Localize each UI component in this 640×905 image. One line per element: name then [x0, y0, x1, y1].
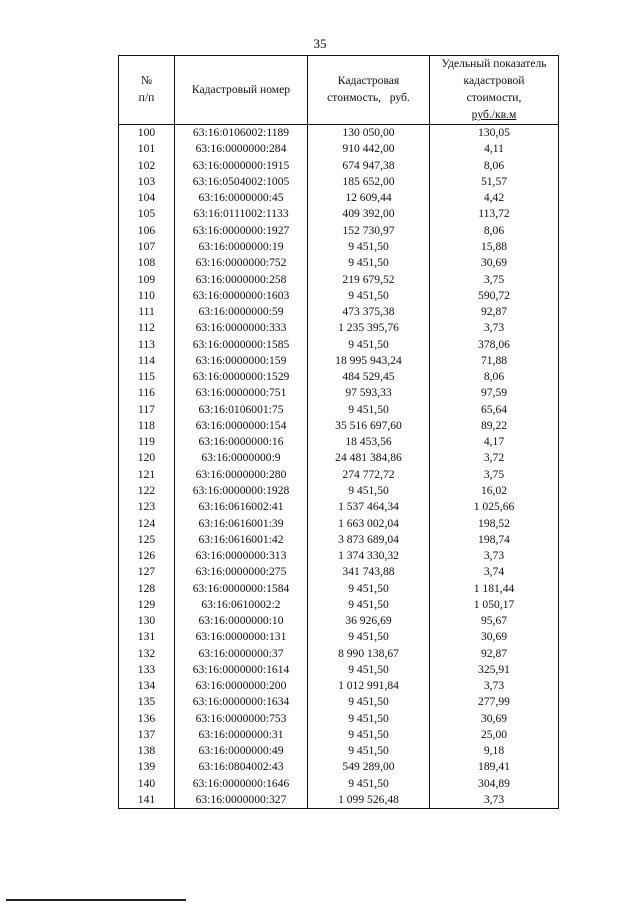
cadastral-number-cell: 63:16:0616002:41 — [175, 499, 308, 515]
row-number-cell: 135 — [119, 694, 175, 710]
table-row — [119, 515, 559, 531]
table-row — [119, 450, 559, 466]
table-row — [119, 255, 559, 271]
row-number-cell: 140 — [119, 776, 175, 792]
cadastral-value-cell: 473 375,38 — [308, 304, 430, 320]
table-row — [119, 467, 559, 483]
cadastral-number-cell: 63:16:0106001:75 — [175, 402, 308, 418]
row-number-cell: 129 — [119, 597, 175, 613]
cadastral-number-cell: 63:16:0000000:1603 — [175, 288, 308, 304]
specific-value-cell: 189,41 — [430, 759, 559, 775]
header-specific-value — [430, 56, 559, 125]
row-number-cell: 112 — [119, 320, 175, 336]
specific-value-cell: 130,05 — [430, 125, 559, 142]
specific-value-cell: 4,17 — [430, 434, 559, 450]
row-number-cell: 114 — [119, 353, 175, 369]
row-number-cell: 100 — [119, 125, 175, 142]
row-number-cell: 132 — [119, 646, 175, 662]
header-specific-line2: кадастровой — [463, 74, 525, 88]
cadastral-value-cell: 1 663 002,04 — [308, 515, 430, 531]
specific-value-cell: 4,42 — [430, 190, 559, 206]
cadastral-number-cell: 63:16:0000000:284 — [175, 141, 308, 157]
specific-value-cell: 89,22 — [430, 418, 559, 434]
cadastral-value-cell: 18 453,56 — [308, 434, 430, 450]
specific-value-cell: 1 025,66 — [430, 499, 559, 515]
cadastral-number-cell: 63:16:0000000:1529 — [175, 369, 308, 385]
cadastral-number-cell: 63:16:0000000:275 — [175, 564, 308, 580]
header-specific-line1: Удельный показатель — [441, 57, 547, 71]
cadastral-number-cell: 63:16:0000000:154 — [175, 418, 308, 434]
cadastral-value-cell: 9 451,50 — [308, 336, 430, 352]
row-number-cell: 141 — [119, 792, 175, 809]
table-row — [119, 141, 559, 157]
row-number-cell: 127 — [119, 564, 175, 580]
specific-value-cell: 4,11 — [430, 141, 559, 157]
footer-rule — [6, 899, 186, 901]
table-row — [119, 385, 559, 401]
specific-value-cell: 30,69 — [430, 255, 559, 271]
row-number-cell: 107 — [119, 239, 175, 255]
cadastral-value-cell: 97 593,33 — [308, 385, 430, 401]
cadastral-value-cell: 12 609,44 — [308, 190, 430, 206]
cadastral-number-cell: 63:16:0111002:1133 — [175, 206, 308, 222]
header-row-number — [119, 56, 175, 125]
specific-value-cell: 198,52 — [430, 515, 559, 531]
cadastral-value-cell: 1 099 526,48 — [308, 792, 430, 809]
row-number-cell: 123 — [119, 499, 175, 515]
specific-value-cell: 16,02 — [430, 483, 559, 499]
row-number-cell: 110 — [119, 288, 175, 304]
cadastral-value-cell: 1 374 330,32 — [308, 548, 430, 564]
table-row — [119, 597, 559, 613]
row-number-cell: 106 — [119, 223, 175, 239]
table-row — [119, 418, 559, 434]
cadastral-value-cell: 274 772,72 — [308, 467, 430, 483]
cadastral-number-cell: 63:16:0000000:45 — [175, 190, 308, 206]
specific-value-cell: 113,72 — [430, 206, 559, 222]
cadastral-number-cell: 63:16:0000000:49 — [175, 743, 308, 759]
specific-value-cell: 92,87 — [430, 304, 559, 320]
cadastral-value-cell: 9 451,50 — [308, 629, 430, 645]
table-row — [119, 158, 559, 174]
specific-value-cell: 30,69 — [430, 711, 559, 727]
cadastral-number-cell: 63:16:0000000:280 — [175, 467, 308, 483]
specific-value-cell: 3,75 — [430, 467, 559, 483]
cadastral-number-cell: 63:16:0000000:333 — [175, 320, 308, 336]
cadastral-value-cell: 8 990 138,67 — [308, 646, 430, 662]
cadastral-number-cell: 63:16:0000000:9 — [175, 450, 308, 466]
row-number-cell: 113 — [119, 336, 175, 352]
cadastral-number-cell: 63:16:0504002:1005 — [175, 174, 308, 190]
header-value-line1: Кадастровая — [337, 74, 400, 88]
row-number-cell: 105 — [119, 206, 175, 222]
specific-value-cell: 3,72 — [430, 450, 559, 466]
cadastral-number-cell: 63:16:0000000:1646 — [175, 776, 308, 792]
row-number-cell: 120 — [119, 450, 175, 466]
specific-value-cell: 3,74 — [430, 564, 559, 580]
table-header — [119, 56, 559, 125]
cadastral-number-cell: 63:16:0000000:1915 — [175, 158, 308, 174]
row-number-cell: 137 — [119, 727, 175, 743]
cadastral-number-cell: 63:16:0000000:31 — [175, 727, 308, 743]
specific-value-cell: 51,57 — [430, 174, 559, 190]
specific-value-cell: 95,67 — [430, 613, 559, 629]
row-number-cell: 122 — [119, 483, 175, 499]
cadastral-value-cell: 152 730,97 — [308, 223, 430, 239]
cadastral-number-cell: 63:16:0616001:42 — [175, 532, 308, 548]
row-number-cell: 111 — [119, 304, 175, 320]
cadastral-number-cell: 63:16:0000000:159 — [175, 353, 308, 369]
specific-value-cell: 8,06 — [430, 369, 559, 385]
cadastral-value-cell: 1 537 464,34 — [308, 499, 430, 515]
cadastral-number-cell: 63:16:0000000:753 — [175, 711, 308, 727]
cadastral-number-cell: 63:16:0106002:1189 — [175, 125, 308, 142]
row-number-cell: 116 — [119, 385, 175, 401]
table-row — [119, 613, 559, 629]
cadastral-number-cell: 63:16:0000000:751 — [175, 385, 308, 401]
cadastral-number-cell: 63:16:0000000:16 — [175, 434, 308, 450]
cadastral-value-cell: 185 652,00 — [308, 174, 430, 190]
cadastral-number-cell: 63:16:0000000:327 — [175, 792, 308, 809]
row-number-cell: 121 — [119, 467, 175, 483]
cadastral-value-cell: 341 743,88 — [308, 564, 430, 580]
cadastral-number-cell: 63:16:0000000:1584 — [175, 580, 308, 596]
cadastral-value-cell: 9 451,50 — [308, 597, 430, 613]
specific-value-cell: 325,91 — [430, 662, 559, 678]
cadastral-value-cell: 484 529,45 — [308, 369, 430, 385]
cadastral-number-cell: 63:16:0000000:1927 — [175, 223, 308, 239]
cadastral-number-cell: 63:16:0000000:1634 — [175, 694, 308, 710]
specific-value-cell: 198,74 — [430, 532, 559, 548]
specific-value-cell: 3,73 — [430, 792, 559, 809]
cadastral-value-cell: 219 679,52 — [308, 271, 430, 287]
cadastral-value-cell: 9 451,50 — [308, 483, 430, 499]
table-row — [119, 629, 559, 645]
table-row — [119, 694, 559, 710]
table-row — [119, 580, 559, 596]
specific-value-cell: 1 050,17 — [430, 597, 559, 613]
cadastral-value-cell: 36 926,69 — [308, 613, 430, 629]
table-row — [119, 678, 559, 694]
row-number-cell: 139 — [119, 759, 175, 775]
cadastral-value-cell: 549 289,00 — [308, 759, 430, 775]
table-row — [119, 646, 559, 662]
table-row — [119, 288, 559, 304]
specific-value-cell: 9,18 — [430, 743, 559, 759]
header-cadastral-value — [308, 56, 430, 125]
cadastral-number-cell: 63:16:0000000:1585 — [175, 336, 308, 352]
table-row — [119, 239, 559, 255]
cadastral-value-cell: 9 451,50 — [308, 743, 430, 759]
table-row — [119, 174, 559, 190]
cadastral-value-cell: 674 947,38 — [308, 158, 430, 174]
row-number-cell: 130 — [119, 613, 175, 629]
table-row — [119, 402, 559, 418]
specific-value-cell: 30,69 — [430, 629, 559, 645]
table-row — [119, 792, 559, 809]
row-number-cell: 108 — [119, 255, 175, 271]
cadastral-number-cell: 63:16:0000000:131 — [175, 629, 308, 645]
specific-value-cell: 378,06 — [430, 336, 559, 352]
table-row — [119, 727, 559, 743]
cadastral-value-cell: 1 012 991,84 — [308, 678, 430, 694]
specific-value-cell: 15,88 — [430, 239, 559, 255]
cadastral-value-cell: 35 516 697,60 — [308, 418, 430, 434]
header-row — [119, 56, 559, 125]
table-row — [119, 320, 559, 336]
cadastral-value-cell: 24 481 384,86 — [308, 450, 430, 466]
row-number-cell: 115 — [119, 369, 175, 385]
cadastral-number-cell: 63:16:0616001:39 — [175, 515, 308, 531]
specific-value-cell: 97,59 — [430, 385, 559, 401]
specific-value-cell: 25,00 — [430, 727, 559, 743]
table-row — [119, 271, 559, 287]
cadastral-value-cell: 910 442,00 — [308, 141, 430, 157]
row-number-cell: 117 — [119, 402, 175, 418]
specific-value-cell: 65,64 — [430, 402, 559, 418]
table-row — [119, 353, 559, 369]
row-number-cell: 138 — [119, 743, 175, 759]
cadastral-value-cell: 9 451,50 — [308, 727, 430, 743]
row-number-cell: 128 — [119, 580, 175, 596]
row-number-cell: 134 — [119, 678, 175, 694]
row-number-cell: 101 — [119, 141, 175, 157]
cadastral-number-cell: 63:16:0610002:2 — [175, 597, 308, 613]
table-row — [119, 759, 559, 775]
table-row — [119, 711, 559, 727]
cadastral-value-cell: 3 873 689,04 — [308, 532, 430, 548]
cadastral-number-cell: 63:16:0000000:1928 — [175, 483, 308, 499]
specific-value-cell: 1 181,44 — [430, 580, 559, 596]
cadastral-number-cell: 63:16:0000000:19 — [175, 239, 308, 255]
header-num-symbol: № — [140, 74, 153, 88]
cadastral-number-cell: 63:16:0000000:37 — [175, 646, 308, 662]
cadastral-value-cell: 9 451,50 — [308, 776, 430, 792]
cadastral-value-cell: 9 451,50 — [308, 239, 430, 255]
specific-value-cell: 3,73 — [430, 548, 559, 564]
cadastral-value-table — [118, 55, 559, 809]
table-row — [119, 206, 559, 222]
table-row — [119, 548, 559, 564]
row-number-cell: 109 — [119, 271, 175, 287]
page-number: 35 — [313, 36, 327, 51]
table-row — [119, 190, 559, 206]
cadastral-value-cell: 9 451,50 — [308, 255, 430, 271]
cadastral-number-cell: 63:16:0000000:200 — [175, 678, 308, 694]
header-specific-line3: стоимости, — [466, 91, 522, 104]
cadastral-value-cell: 409 392,00 — [308, 206, 430, 222]
specific-value-cell: 277,99 — [430, 694, 559, 710]
table-row — [119, 223, 559, 239]
header-num-abbrev: п/п — [138, 91, 155, 104]
cadastral-number-cell: 63:16:0804002:43 — [175, 759, 308, 775]
table-row — [119, 776, 559, 792]
table-row — [119, 662, 559, 678]
table-row — [119, 304, 559, 320]
table-body — [119, 125, 559, 809]
specific-value-cell: 3,73 — [430, 678, 559, 694]
cadastral-value-cell: 9 451,50 — [308, 402, 430, 418]
header-value-line2: стоимость, руб. — [327, 91, 410, 104]
table-row — [119, 336, 559, 352]
cadastral-value-cell: 9 451,50 — [308, 580, 430, 596]
header-cadastral-number: Кадастровый номер — [175, 56, 308, 125]
specific-value-cell: 8,06 — [430, 223, 559, 239]
table-row — [119, 499, 559, 515]
specific-value-cell: 71,88 — [430, 353, 559, 369]
cadastral-number-cell: 63:16:0000000:313 — [175, 548, 308, 564]
row-number-cell: 125 — [119, 532, 175, 548]
specific-value-cell: 8,06 — [430, 158, 559, 174]
table-row — [119, 532, 559, 548]
specific-value-cell: 3,73 — [430, 320, 559, 336]
cadastral-value-cell: 18 995 943,24 — [308, 353, 430, 369]
cadastral-number-cell: 63:16:0000000:752 — [175, 255, 308, 271]
row-number-cell: 103 — [119, 174, 175, 190]
row-number-cell: 133 — [119, 662, 175, 678]
cadastral-number-cell: 63:16:0000000:59 — [175, 304, 308, 320]
cadastral-value-cell: 9 451,50 — [308, 662, 430, 678]
row-number-cell: 124 — [119, 515, 175, 531]
table-row — [119, 434, 559, 450]
table-row — [119, 564, 559, 580]
table-row — [119, 483, 559, 499]
cadastral-value-cell: 130 050,00 — [308, 125, 430, 142]
row-number-cell: 136 — [119, 711, 175, 727]
cadastral-number-cell: 63:16:0000000:258 — [175, 271, 308, 287]
row-number-cell: 131 — [119, 629, 175, 645]
header-specific-unit: руб./кв.м — [471, 107, 517, 121]
table-row — [119, 743, 559, 759]
cadastral-value-cell: 9 451,50 — [308, 711, 430, 727]
row-number-cell: 118 — [119, 418, 175, 434]
specific-value-cell: 3,75 — [430, 271, 559, 287]
table-row — [119, 369, 559, 385]
cadastral-number-cell: 63:16:0000000:1614 — [175, 662, 308, 678]
specific-value-cell: 304,89 — [430, 776, 559, 792]
row-number-cell: 126 — [119, 548, 175, 564]
row-number-cell: 102 — [119, 158, 175, 174]
specific-value-cell: 92,87 — [430, 646, 559, 662]
table-row — [119, 125, 559, 142]
cadastral-value-cell: 9 451,50 — [308, 288, 430, 304]
row-number-cell: 104 — [119, 190, 175, 206]
specific-value-cell: 590,72 — [430, 288, 559, 304]
cadastral-value-cell: 9 451,50 — [308, 694, 430, 710]
row-number-cell: 119 — [119, 434, 175, 450]
cadastral-number-cell: 63:16:0000000:10 — [175, 613, 308, 629]
cadastral-value-cell: 1 235 395,76 — [308, 320, 430, 336]
